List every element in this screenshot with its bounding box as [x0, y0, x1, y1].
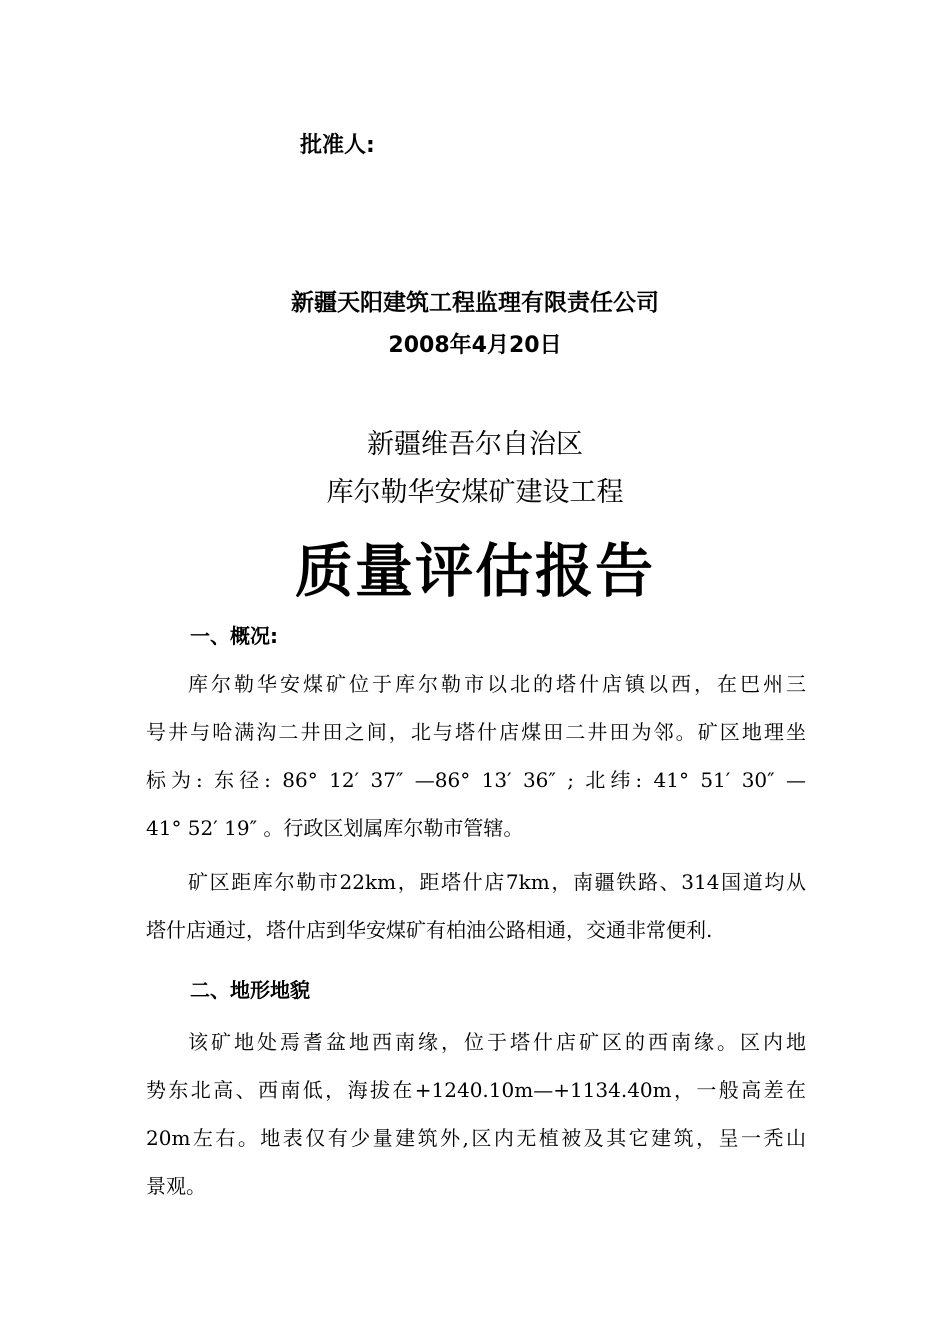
section-heading-terrain: 二、地形地貌	[190, 978, 310, 1002]
approver-label: 批准人:	[300, 133, 375, 158]
project-title: 库尔勒华安煤矿建设工程	[326, 477, 624, 508]
paragraph-line: 势东北高、西南低，海拔在+1240.10m—+1134.40m，一般高差在	[146, 1078, 806, 1102]
paragraph-line: 塔什店通过，塔什店到华安煤矿有柏油公路相通，交通非常便利.	[146, 918, 713, 942]
report-title: 质量评估报告	[294, 537, 655, 605]
region-title: 新疆维吾尔自治区	[367, 429, 583, 460]
company-name: 新疆天阳建筑工程监理有限责任公司	[291, 290, 659, 316]
paragraph-line: 20m左右。地表仅有少量建筑外,区内无植被及其它建筑，呈一秃山	[146, 1126, 806, 1150]
paragraph-line: 41° 52′ 19″ 。行政区划属库尔勒市管辖。	[146, 816, 524, 840]
paragraph-line: 景观。	[146, 1174, 206, 1198]
report-date: 2008年4月20日	[388, 333, 562, 358]
paragraph-line: 矿区距库尔勒市22km，距塔什店7km，南疆铁路、314国道均从	[188, 870, 806, 894]
paragraph-line: 该矿地处焉耆盆地西南缘，位于塔什店矿区的西南缘。区内地	[188, 1030, 806, 1054]
paragraph-line: 库尔勒华安煤矿位于库尔勒市以北的塔什店镇以西，在巴州三	[188, 672, 806, 696]
paragraph-line: 标为: 东径: 86° 12′ 37″ —86° 13′ 36″ ; 北纬: 41° 51′ 30″ —	[146, 768, 806, 792]
section-heading-overview: 一、概况:	[190, 624, 278, 648]
paragraph-line: 号井与哈满沟二井田之间，北与塔什店煤田二井田为邻。矿区地理坐	[146, 720, 806, 744]
